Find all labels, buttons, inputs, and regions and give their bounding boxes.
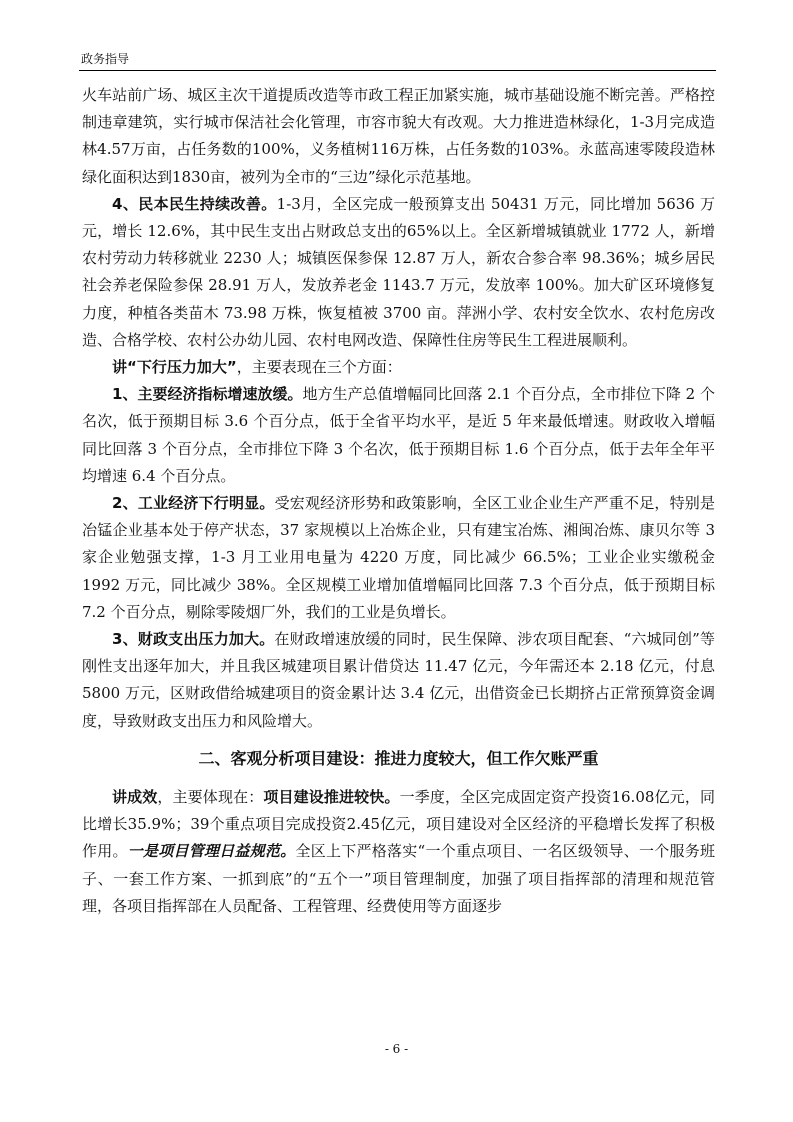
paragraph-text: 全区上下严格落实“一个重点项目、一名区级领导、一个服务班子、一套工作方案、一抓到底”的“五个一”项目管理制度，加强了项目指挥部的清理和规范管理，各项目指挥部在人员配备、工程管理、经费使用等方面逐步 (82, 842, 715, 915)
page-number: - 6 - (384, 1042, 409, 1056)
running-header: 政务指导 (81, 52, 130, 66)
paragraph-text: 受宏观经济形势和政策影响，全区工业企业生产严重不足，特别是冶锰企业基本处于停产状态，37 家规模以上冶炼企业，只有建宝冶炼、湘闽冶炼、康贝尔等 3 家企业勉强支撑，1-3 月工业用电量为 4220 万度，同比减少 66.5%；工业企业实缴税金 1992 万元，同比减少 38%。全区规模工业增加值增幅同比回落 7.3 个百分点，低于预期目标 7.2 个百分点，剔除零陵烟厂外，我们的工业是负增长。 (82, 494, 715, 621)
paragraph-heading: 讲成效 (112, 788, 158, 807)
paragraph-livelihood (82, 191, 715, 354)
paragraph-subheading: 项目建设推进较快。 (263, 788, 400, 807)
paragraph-text: ，主要表现在三个方面： (236, 358, 402, 377)
paragraph-heading: 1、主要经济指标增速放缓。 (112, 385, 303, 404)
paragraph-industry-decline (82, 490, 715, 626)
paragraph-fiscal-pressure (82, 626, 715, 735)
paragraph-indicators-slowing (82, 381, 715, 490)
header-rule (79, 70, 716, 71)
paragraph-subheading-italic: 一是项目管理日益规范。 (127, 842, 296, 861)
paragraph-heading: 讲“下行压力加大” (112, 358, 237, 377)
section-heading: 二、客观分析项目建设：推进力度较大，但工作欠账严重 (198, 748, 599, 768)
paragraph-heading: 4、民本民生持续改善。 (112, 194, 277, 213)
paragraph-heading: 3、财政支出压力加大。 (112, 630, 275, 649)
paragraph-project-achievements (82, 784, 715, 920)
paragraph-text: ，主要体现在： (157, 788, 264, 807)
paragraph-text: 在财政增速放缓的同时，民生保障、涉农项目配套、“六城同创”等刚性支出逐年加大，并且我区城建项目累计借贷达 11.47 亿元，今年需还本 2.18 亿元，付息 5800 万元，区财政借给城建项目的资金累计达 3.4 亿元，出借资金已长期挤占正常预算资金调度，导致财政支出压力和风险增大。 (82, 630, 715, 730)
paragraph-text: 1-3月，全区完成一般预算支出 50431 万元，同比增加 5636 万元，增长 12.6%，其中民生支出占财政总支出的65%以上。全区新增城镇就业 1772 人，新增农村劳动力转移就业 2230 人；城镇医保参保 12.87 万人，新农合参合率 98.36%；城乡居民社会养老保险参保 28.91 万人，发放养老金 1143.7 万元，发放率 100%。加大矿区环境修复力度，种植各类苗木 73.98 万株，恢复植被 3700 亩。萍洲小学、农村安全饮水、农村危房改造、合格学校、农村公办幼儿园、农村电网改造、保障性住房等民生工程进展顺利。 (82, 194, 715, 349)
paragraph-downward-pressure (82, 354, 715, 381)
paragraph-text: 一季度，全区完成固定资产投资16.08亿元，同比增长35.9%；39个重点项目完成投资2.45亿元，项目建设对全区经济的平稳增长发挥了积极作用。 (82, 788, 715, 861)
paragraph-heading: 2、工业经济下行明显。 (112, 494, 275, 513)
paragraph-text: 地方生产总值增幅同比回落 2.1 个百分点，全市排位下降 2 个名次，低于预期目标 3.6 个百分点，低于全省平均水平，是近 5 年来最低增速。财政收入增幅同比回落 3 个百分点，全市排位下降 3 个名次，低于预期目标 1.6 个百分点，低于去年全年平均增速 6.4 个百分点。 (82, 385, 715, 485)
page-body (82, 82, 715, 920)
paragraph-city-infrastructure: 火车站前广场、城区主次干道提质改造等市政工程正加紧实施，城市基础设施不断完善。严格控制违章建筑，实行城市保洁社会化管理，市容市貌大有改观。大力推进造林绿化，1-3月完成造林4.57万亩，占任务数的100%，义务植树116万株，占任务数的103%。永蓝高速零陵段造林绿化面积达到1830亩，被列为全市的“三边”绿化示范基地。 (82, 86, 715, 186)
